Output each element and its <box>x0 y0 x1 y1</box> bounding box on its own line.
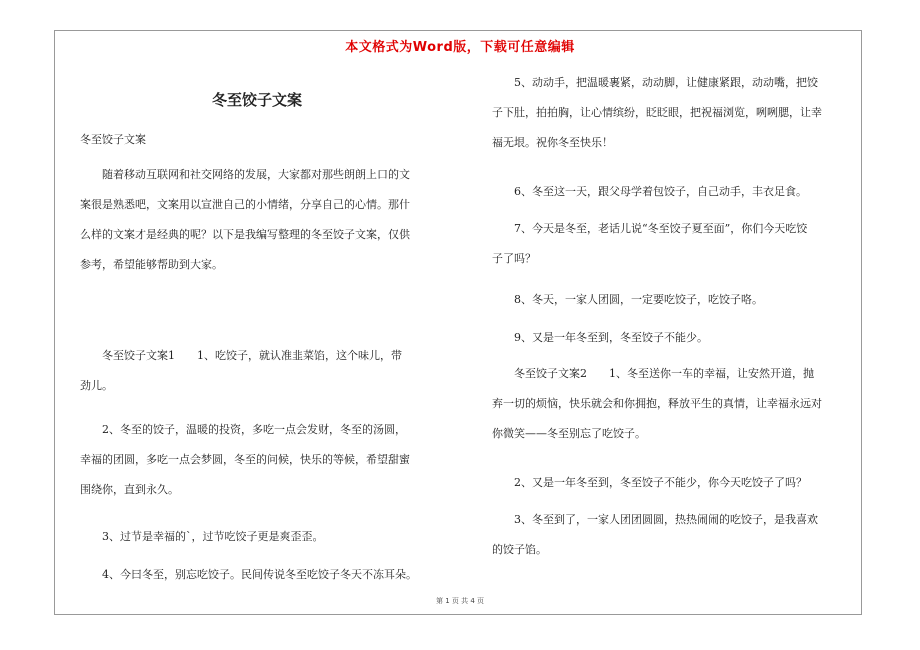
item3-paragraph <box>80 527 460 547</box>
item2-line: 2、冬至的饺子，温暖的投资，多吃一点会发财，冬至的汤圆， <box>102 423 406 436</box>
s2-item2-paragraph <box>492 473 862 493</box>
item9-paragraph <box>492 328 862 348</box>
item5-line: 福无垠。祝你冬至快乐！ <box>492 136 613 149</box>
format-banner: 本文格式为Word版，下载可任意编辑 <box>345 40 575 55</box>
s2-item3-paragraph <box>492 510 862 560</box>
s2-item2-line: 2、又是一年冬至到，冬至饺子不能少，你今天吃饺子了吗？ <box>514 476 807 489</box>
item4-line: 4、今曰冬至，别忘吃饺子。民间传说冬至吃饺子冬天不冻耳朵。 <box>102 568 417 581</box>
page-number: 第 1 页 共 4 页 <box>435 597 485 605</box>
item9-line: 9、又是一年冬至到，冬至饺子不能少。 <box>514 331 708 344</box>
item7-paragraph <box>492 219 862 269</box>
section2-paragraph <box>492 364 862 444</box>
intro-line: 案很是熟悉吧，文案用以宣泄自己的小情绪，分享自己的心情。那什 <box>80 198 410 211</box>
item2-paragraph <box>80 420 460 500</box>
intro-line: 随着移动互联网和社交网络的发展，大家都对那些朗朗上口的文 <box>102 168 410 181</box>
s2-item3-line: 的饺子馅。 <box>492 543 547 556</box>
section2-line: 你微笑——冬至别忘了吃饺子。 <box>492 427 646 440</box>
intro-line: 么样的文案才是经典的呢？以下是我编写整理的冬至饺子文案，仅供 <box>80 228 410 241</box>
left-column <box>80 130 460 150</box>
item2-line: 围绕你，直到永久。 <box>80 483 179 496</box>
item6-line: 6、冬至这一天，跟父母学着包饺子，自己动手，丰衣足食。 <box>514 185 807 198</box>
item8-paragraph <box>492 290 862 310</box>
item5-paragraph <box>492 73 862 153</box>
item2-line: 幸福的团圆，多吃一点会梦圆，冬至的问候，快乐的等候，希望甜蜜 <box>80 453 410 466</box>
s2-item3-line: 3、冬至到了，一家人团团圆圆，热热闹闹的吃饺子，是我喜欢 <box>514 513 818 526</box>
item7-line: 7、今天是冬至，老话儿说“冬至饺子夏至面”，你们今天吃饺 <box>514 222 808 235</box>
item6-paragraph <box>492 182 862 202</box>
intro-paragraph <box>80 165 460 275</box>
item5-line: 子下肚，拍拍胸，让心情缤纷，眨眨眼，把祝福浏览，咧咧腮，让幸 <box>492 106 822 119</box>
document-title: 冬至饺子文案 <box>211 91 302 109</box>
item1-paragraph <box>80 346 460 396</box>
item5-line: 5、动动手，把温暖裹紧，动动脚，让健康紧跟，动动嘴，把饺 <box>514 76 818 89</box>
item8-line: 8、冬天，一家人团圆，一定要吃饺子，吃饺子咯。 <box>514 293 763 306</box>
item1-line: 冬至饺子文案1 1、吃饺子，就认准韭菜馅，这个味儿，带 <box>102 349 402 362</box>
section2-line: 冬至饺子文案2 1、冬至送你一车的幸福，让安然开道，抛 <box>514 367 814 380</box>
intro-line: 参考，希望能够帮助到大家。 <box>80 258 223 271</box>
item7-line: 子了吗？ <box>492 252 536 265</box>
subtitle: 冬至饺子文案 <box>80 133 146 146</box>
item4-paragraph <box>80 565 460 585</box>
item1-line: 劲儿。 <box>80 379 113 392</box>
item3-line: 3、过节是幸福的`，过节吃饺子更是爽歪歪。 <box>102 530 324 543</box>
section2-line: 弃一切的烦恼，快乐就会和你拥抱，释放平生的真情，让幸福永远对 <box>492 397 822 410</box>
